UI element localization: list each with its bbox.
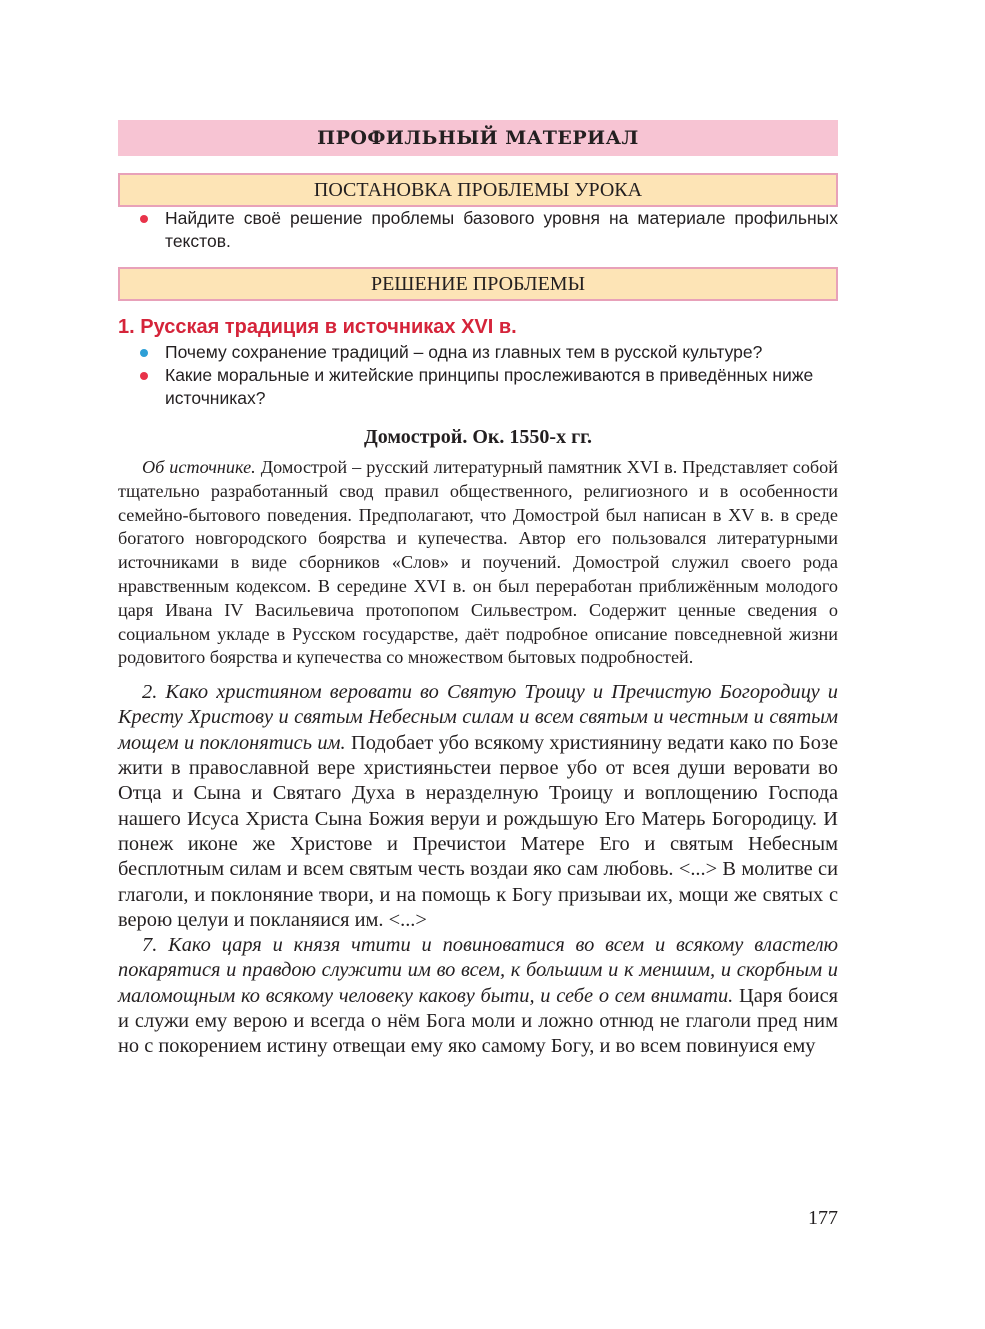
question-text: Какие моральные и житейские принципы прослеживаются в приведённых ниже источниках? <box>165 365 814 408</box>
excerpt-text: Подобает убо всякому християнину ведати како по Бозе жити в православной вере християньстеи первое убо от всея души веровати во Отца и Сына и Святаго Духа в неразделную Троицу и воплощению Господа нашего Исуса Христа Сына Божия веруи и рождьшую Его Матерь Богородицу. И понеж иконе же Христове и Пречистои Матере Его и святым Небесным бесплотным силам и всем святым честь воздаи яко сам любовь. <...> В молитве си глаголи, и поклоняние твори, и на помощь к Богу призываи их, мощи же святых с верою целуи и покланяися им. <...> <box>118 731 839 931</box>
section-title: 1. Русская традиция в источниках XVI в. <box>118 316 517 338</box>
page-number: 177 <box>808 1207 838 1229</box>
excerpt-heading: 7. Како царя и князя чтити и повиноватися во всем и всякому властелю покарятися и правдою служити им во всем, к большим и к меншим, и скорбным и маломощным ко всякому человеку какову быти, и себе о сем внимати. <box>118 934 838 1007</box>
red-bullet-icon <box>140 372 148 380</box>
red-bullet-icon <box>140 215 148 223</box>
page-content <box>118 120 838 1060</box>
source-description <box>118 456 838 670</box>
excerpt-heading: 2. Како християном веровати во Святую Троицу и Пречистую Богородицу и Кресту Христову и святым Небесным силам и всем святым и честным и святым мощем и поклонятись им. <box>118 681 838 754</box>
question-text: Почему сохранение традиций – одна из главных тем в русской культуре? <box>165 342 763 362</box>
problem-statement-header: ПОСТАНОВКА ПРОБЛЕМЫ УРОКА <box>118 173 838 207</box>
task-list <box>118 207 838 253</box>
excerpt-text: Царя боися и служи ему верою и всегда о нём Бога моли и ложно отнюд не глаголи пред ним но с покорением истину отвещаи ему яко самому Богу, и во всем повинуися ему <box>118 984 838 1058</box>
list-item <box>118 207 838 253</box>
list-item <box>118 341 838 364</box>
excerpt-2 <box>118 680 838 933</box>
about-text: Домострой – русский литературный памятник XVI в. Представляет собой тщательно разработанный свод правил общественного, религиозного и в особенности семейно-бытового поведения. Предполагают, что Домострой был написан в XV в. в среде богатого новгородского боярства и купечества. Автор его пользовался литературными источниками в виде сборников «Слов» и поучений. Домострой служил своего рода нравственным кодексом. В середине XVI в. он был переработан приближённым молодого царя Ивана IV Васильевича протопопом Сильвестром. Содержит ценные сведения о социальном укладе в Русском государстве, даёт подробное описание повседневной жизни родовитого боярства и купечества со множеством бытовых подробностей. <box>118 457 839 668</box>
about-label: Об источнике. <box>142 457 256 477</box>
task-text: Найдите своё решение проблемы базового уровня на материале профильных текстов. <box>165 208 838 251</box>
profile-material-banner: ПРОФИЛЬНЫЙ МАТЕРИАЛ <box>118 120 838 156</box>
excerpt-7 <box>118 933 838 1059</box>
blue-bullet-icon <box>140 349 148 357</box>
question-list <box>118 341 838 410</box>
source-title: Домострой. Ок. 1550-х гг. <box>364 426 592 448</box>
solution-header: РЕШЕНИЕ ПРОБЛЕМЫ <box>118 267 838 301</box>
list-item <box>118 364 838 410</box>
